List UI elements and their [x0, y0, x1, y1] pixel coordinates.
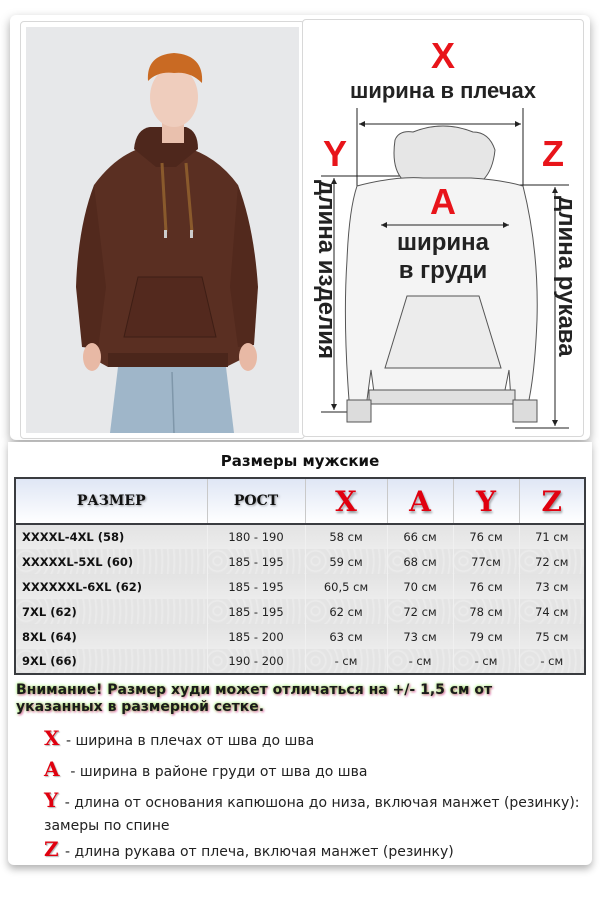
- header-size: РАЗМЕР: [15, 478, 207, 524]
- cell-size: 7XL (62): [15, 599, 207, 624]
- svg-text:ширина в плечах: ширина в плечах: [349, 78, 537, 103]
- product-images-card: [10, 15, 590, 440]
- cell-z: 71 см: [519, 524, 585, 549]
- cell-size: XXXXXXL-6XL (62): [15, 574, 207, 599]
- svg-text:Z: Z: [542, 133, 564, 174]
- cell-y: 79 см: [453, 624, 519, 649]
- cell-height: 180 - 190: [207, 524, 305, 549]
- cell-x: 58 см: [305, 524, 387, 549]
- model-illustration: [26, 27, 299, 433]
- header-z: Z: [519, 478, 585, 524]
- cell-size: 8XL (64): [15, 624, 207, 649]
- cell-y: 78 см: [453, 599, 519, 624]
- legend-item-a: [44, 758, 584, 784]
- legend-letter: Z: [44, 837, 59, 861]
- cell-y: 76 см: [453, 524, 519, 549]
- cell-x: 63 см: [305, 624, 387, 649]
- cell-a: 72 см: [387, 599, 453, 624]
- cell-x: 59 см: [305, 549, 387, 574]
- hoodie-sketch-diagram: [303, 20, 583, 436]
- legend-text: - ширина в районе груди от шва до шва: [61, 764, 368, 780]
- legend-text: - длина от основания капюшона до низа, включая манжет (резинку): замеры по спине: [44, 795, 580, 834]
- legend-letter: A: [44, 757, 60, 781]
- cell-size: XXXXXL-5XL (60): [15, 549, 207, 574]
- svg-text:ширина: ширина: [396, 229, 490, 256]
- model-photo-frame: [20, 21, 305, 439]
- svg-text:длина изделия: длина изделия: [313, 180, 340, 360]
- header-x: X: [305, 478, 387, 524]
- cell-z: - см: [519, 649, 585, 674]
- cell-z: 74 см: [519, 599, 585, 624]
- cell-height: 185 - 200: [207, 624, 305, 649]
- legend-item-y: [44, 789, 584, 838]
- header-a: A: [387, 478, 453, 524]
- cell-a: 70 см: [387, 574, 453, 599]
- cell-x: 62 см: [305, 599, 387, 624]
- cell-height: 190 - 200: [207, 649, 305, 674]
- legend-text: - ширина в плечах от шва до шва: [61, 733, 315, 749]
- legend-letter: X: [44, 726, 60, 750]
- size-table: [14, 477, 586, 675]
- cell-a: 73 см: [387, 624, 453, 649]
- table-row: [15, 549, 585, 574]
- table-row: [15, 624, 585, 649]
- table-row: [15, 599, 585, 624]
- svg-text:A: A: [430, 181, 456, 222]
- table-title: Размеры мужские: [220, 452, 380, 470]
- measurement-legend: [44, 727, 584, 869]
- cell-a: 68 см: [387, 549, 453, 574]
- table-header-row: [15, 478, 585, 524]
- size-chart-card: [8, 442, 592, 865]
- cell-y: 77см: [453, 549, 519, 574]
- legend-text: - длина рукава от плеча, включая манжет (резинку): [60, 844, 454, 860]
- cell-a: 66 см: [387, 524, 453, 549]
- svg-text:длина рукава: длина рукава: [553, 196, 580, 357]
- cell-y: 76 см: [453, 574, 519, 599]
- table-row: [15, 649, 585, 674]
- cell-z: 73 см: [519, 574, 585, 599]
- cell-x: - см: [305, 649, 387, 674]
- header-y: Y: [453, 478, 519, 524]
- cell-height: 185 - 195: [207, 549, 305, 574]
- measurement-diagram: [302, 19, 584, 437]
- header-height: РОСТ: [207, 478, 305, 524]
- legend-item-z: [44, 838, 584, 864]
- table-row: [15, 574, 585, 599]
- svg-text:Y: Y: [322, 133, 348, 174]
- cell-z: 72 см: [519, 549, 585, 574]
- cell-y: - см: [453, 649, 519, 674]
- cell-a: - см: [387, 649, 453, 674]
- cell-height: 185 - 195: [207, 574, 305, 599]
- legend-letter: Y: [44, 788, 59, 812]
- cell-z: 75 см: [519, 624, 585, 649]
- warning-note: Внимание! Размер худи может отличаться на +/- 1,5 см от указанных в размерной сетке.: [16, 682, 493, 715]
- legend-item-x: [44, 727, 584, 753]
- cell-size: 9XL (66): [15, 649, 207, 674]
- table-row: [15, 524, 585, 549]
- svg-text:в груди: в груди: [398, 257, 488, 284]
- cell-height: 185 - 195: [207, 599, 305, 624]
- cell-x: 60,5 см: [305, 574, 387, 599]
- cell-size: XXXXL-4XL (58): [15, 524, 207, 549]
- svg-text:X: X: [430, 35, 456, 76]
- model-photo: [26, 27, 299, 433]
